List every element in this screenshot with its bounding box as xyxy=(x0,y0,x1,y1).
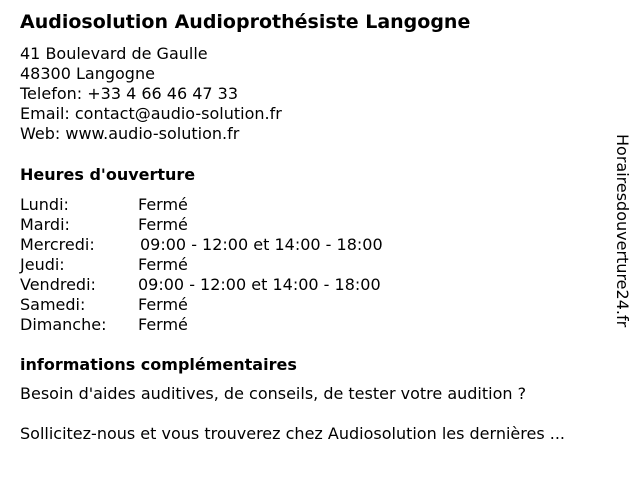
hours-value: Fermé xyxy=(138,195,188,214)
page-title: Audiosolution Audioprothésiste Langogne xyxy=(20,11,471,33)
hours-value: Fermé xyxy=(138,215,188,234)
web-line: Web: www.audio-solution.fr xyxy=(20,124,240,143)
site-watermark: Horairesdouverture24.fr xyxy=(613,134,632,328)
day-label: Mardi: xyxy=(20,215,70,234)
info-paragraph-2: Sollicitez-nous et vous trouverez chez Audiosolution les dernières ... xyxy=(20,424,565,443)
day-label: Lundi: xyxy=(20,195,69,214)
hours-value: Fermé xyxy=(138,315,188,334)
address-city: 48300 Langogne xyxy=(20,64,155,83)
day-label: Jeudi: xyxy=(20,255,65,274)
address-street: 41 Boulevard de Gaulle xyxy=(20,44,208,63)
opening-hours-heading: Heures d'ouverture xyxy=(20,165,196,184)
day-label: Mercredi: xyxy=(20,235,95,254)
day-label: Samedi: xyxy=(20,295,86,314)
day-label: Vendredi: xyxy=(20,275,96,294)
hours-value: Fermé xyxy=(138,255,188,274)
phone-line: Telefon: +33 4 66 46 47 33 xyxy=(20,84,239,103)
info-paragraph-1: Besoin d'aides auditives, de conseils, de tester votre audition ? xyxy=(20,384,527,403)
additional-info-heading: informations complémentaires xyxy=(20,355,297,374)
contact-block xyxy=(20,44,282,144)
hours-value: 09:00 - 12:00 et 14:00 - 18:00 xyxy=(138,275,381,294)
hours-value: 09:00 - 12:00 et 14:00 - 18:00 xyxy=(140,235,383,254)
day-label: Dimanche: xyxy=(20,315,107,334)
email-line: Email: contact@audio-solution.fr xyxy=(20,104,282,123)
hours-value: Fermé xyxy=(138,295,188,314)
